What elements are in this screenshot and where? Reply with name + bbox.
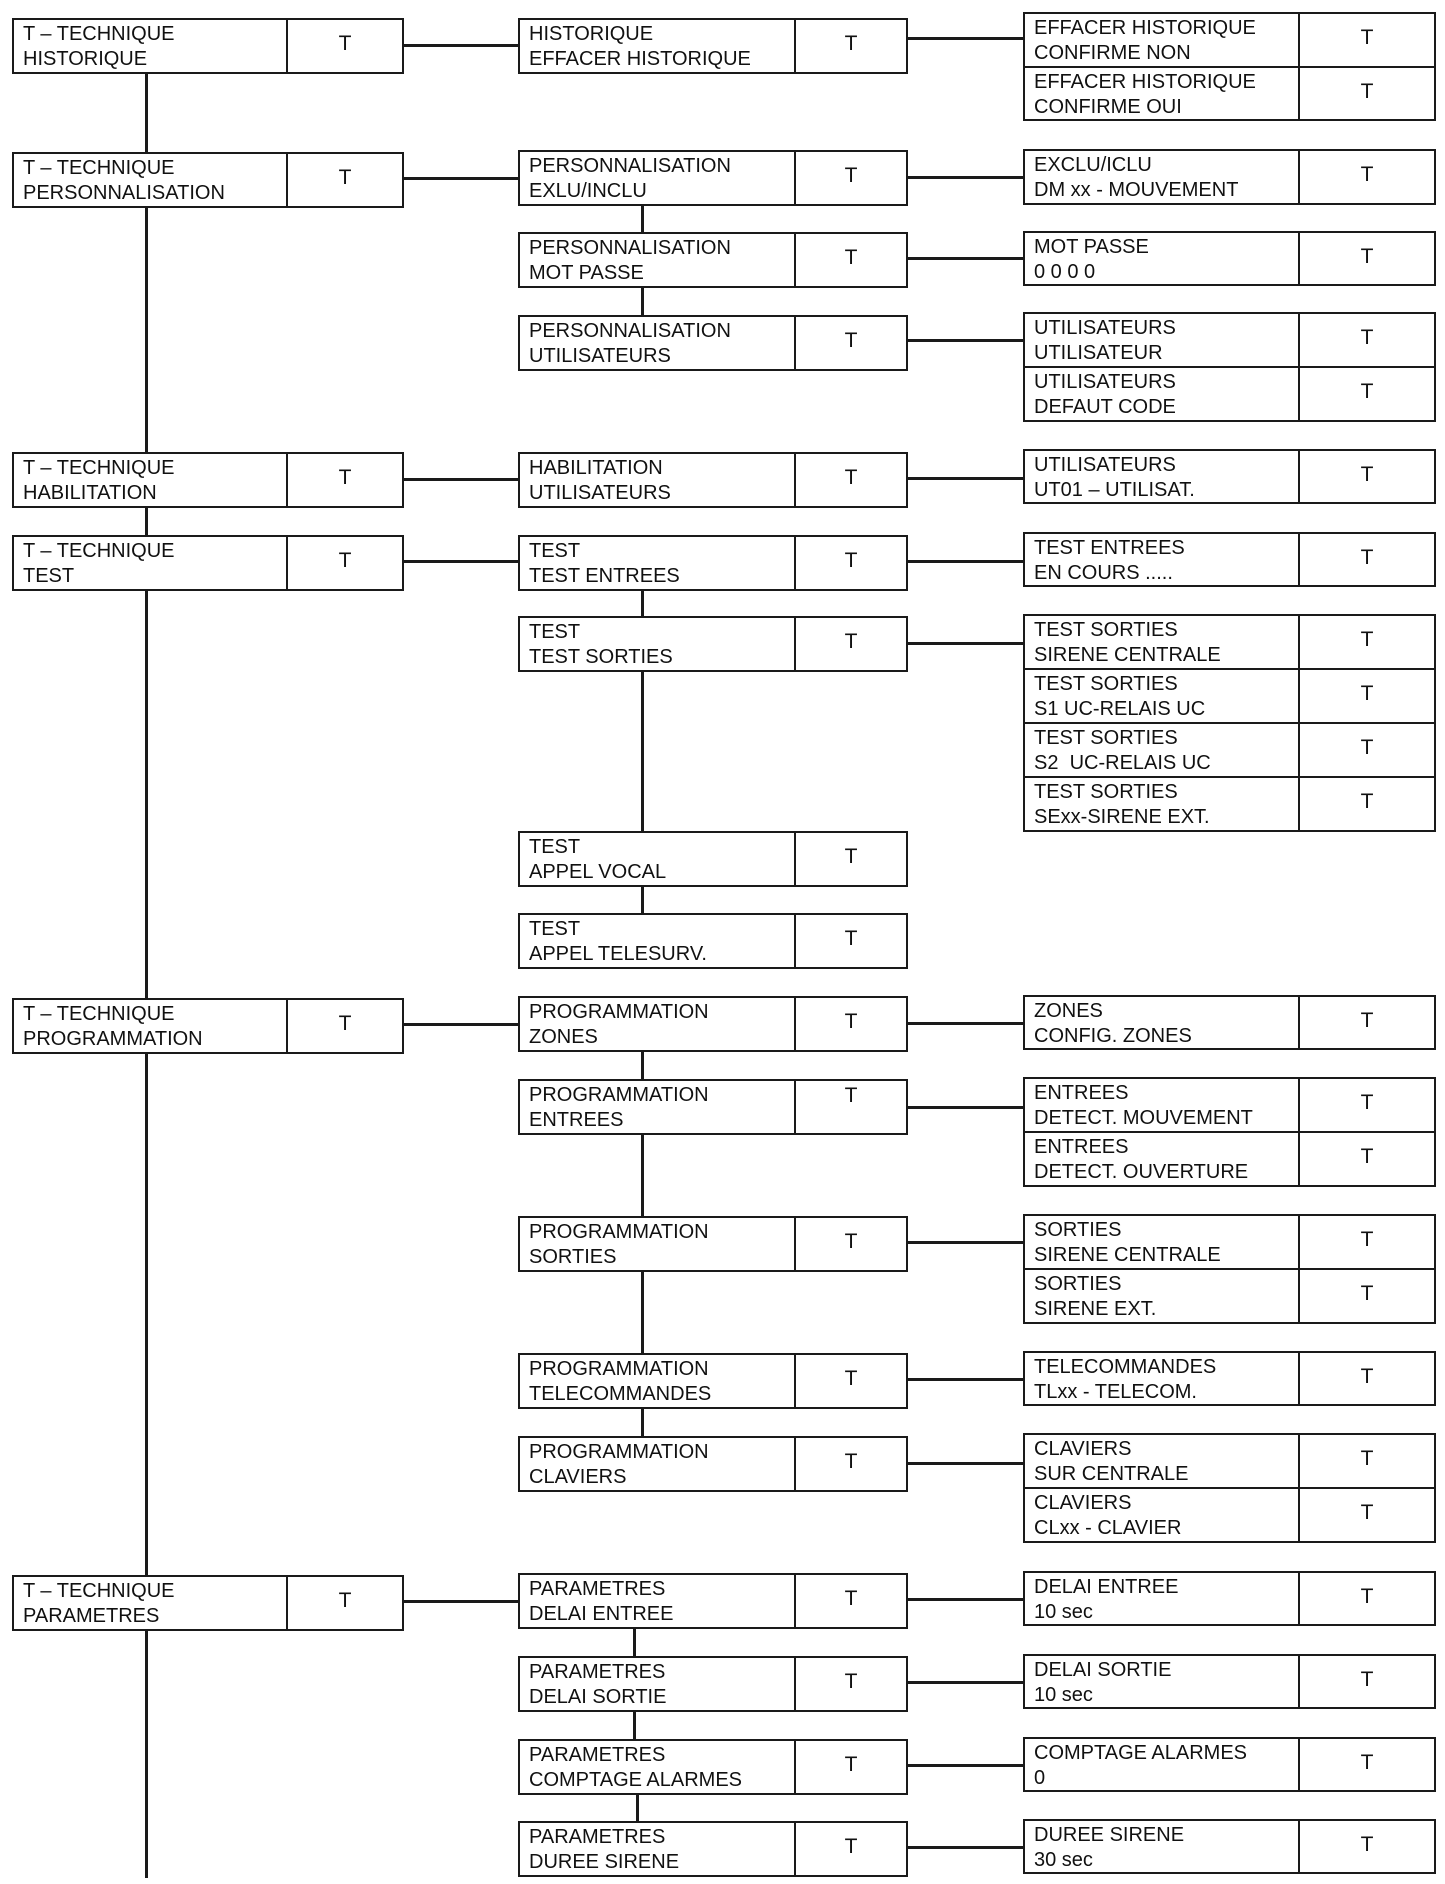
connector-horizontal [908, 1764, 1023, 1767]
connector-horizontal [908, 1106, 1023, 1109]
menu-node-n11 [1023, 312, 1436, 367]
connector-vertical [641, 206, 644, 232]
menu-node-label [1025, 151, 1300, 203]
menu-node-n9 [1023, 231, 1436, 286]
connector-horizontal [908, 642, 1023, 645]
connector-horizontal [908, 477, 1023, 480]
menu-node-n12 [1023, 367, 1436, 422]
menu-node-label [1025, 670, 1300, 722]
menu-node-key: T [1360, 1228, 1374, 1251]
menu-node-n40 [12, 1575, 404, 1631]
menu-node-key: T [1360, 628, 1374, 651]
menu-node-n28 [1023, 995, 1436, 1050]
menu-node-label [520, 1575, 796, 1627]
menu-node-label [1025, 534, 1300, 585]
menu-node-n10 [518, 315, 908, 371]
menu-node-label [520, 1658, 796, 1710]
menu-node-line1: EXCLU/ICLU [1034, 154, 1152, 176]
menu-node-line1: TEST SORTIES [1034, 619, 1178, 641]
menu-node-line2: ZONES [529, 1026, 598, 1048]
menu-node-n34 [1023, 1269, 1436, 1324]
menu-node-label [520, 833, 796, 885]
connector-horizontal [908, 339, 1023, 342]
connector-vertical [145, 74, 148, 152]
menu-node-line1: DUREE SIRENE [1034, 1824, 1185, 1846]
connector-horizontal [908, 1241, 1023, 1244]
menu-node-n36 [1023, 1351, 1436, 1406]
menu-node-key: T [844, 164, 858, 187]
menu-node-line1: PERSONNALISATION [529, 237, 731, 259]
menu-node-key: T [844, 1230, 858, 1253]
menu-node-n23 [1023, 777, 1436, 832]
menu-node-n17 [518, 535, 908, 591]
menu-node-label [520, 1741, 796, 1793]
menu-node-key: T [1360, 1364, 1374, 1388]
menu-node-line1: T – TECHNIQUE [23, 157, 175, 179]
connector-vertical [641, 672, 644, 831]
menu-node-line1: TEST [529, 836, 581, 858]
menu-node-label [1025, 1353, 1300, 1404]
menu-node-line1: DELAI ENTREE [1034, 1576, 1179, 1598]
menu-node-line1: TEST SORTIES [1034, 781, 1178, 803]
menu-node-line2: DEFAUT CODE [1034, 396, 1176, 418]
menu-node-line1: ENTREES [1034, 1082, 1129, 1104]
connector-horizontal [404, 1600, 518, 1603]
menu-node-line1: ZONES [1034, 1000, 1103, 1022]
menu-node-n8 [518, 232, 908, 288]
menu-node-line2: APPEL TELESURV. [529, 943, 707, 965]
menu-node-line1: PARAMETRES [529, 1578, 666, 1600]
menu-node-line1: COMPTAGE ALARMES [1034, 1742, 1248, 1764]
menu-node-label [520, 1218, 796, 1270]
menu-node-n45 [518, 1739, 908, 1795]
menu-node-label [1025, 1656, 1300, 1707]
menu-node-line1: CLAVIERS [1034, 1438, 1132, 1460]
menu-node-line2: SORTIES [529, 1246, 617, 1268]
menu-node-label [1025, 233, 1300, 284]
connector-vertical [633, 1712, 636, 1739]
connector-horizontal [404, 177, 518, 180]
menu-node-line1: PROGRAMMATION [529, 1441, 709, 1463]
menu-node-n43 [518, 1656, 908, 1712]
menu-node-line2: 0 0 0 0 [1034, 261, 1096, 283]
menu-node-key: T [1360, 163, 1374, 186]
connector-horizontal [908, 1378, 1023, 1381]
menu-node-key: T [338, 1012, 352, 1035]
menu-node-n6 [518, 150, 908, 206]
menu-node-line2: CONFIRME OUI [1034, 96, 1182, 118]
menu-node-line1: UTILISATEURS [1034, 371, 1176, 393]
menu-node-line2: CLxx - CLAVIER [1034, 1517, 1182, 1539]
menu-node-key: T [338, 466, 352, 489]
menu-node-label [520, 618, 796, 670]
connector-horizontal [404, 560, 518, 563]
menu-node-line2: SIRENE CENTRALE [1034, 644, 1221, 666]
menu-node-label [14, 537, 288, 589]
menu-node-key: T [1360, 1750, 1374, 1774]
menu-node-key: T [338, 549, 352, 572]
menu-node-line2: CONFIRME NON [1034, 42, 1191, 64]
menu-node-key: T [1360, 1145, 1374, 1168]
connector-horizontal [908, 1022, 1023, 1025]
connector-horizontal [908, 37, 1023, 40]
menu-node-line1: EFFACER HISTORIQUE [1034, 17, 1256, 39]
menu-node-n29 [518, 1079, 908, 1135]
menu-node-label [520, 454, 796, 506]
menu-node-line1: PARAMETRES [529, 1826, 666, 1848]
menu-node-line2: CLAVIERS [529, 1466, 627, 1488]
menu-node-line2: 10 sec [1034, 1601, 1093, 1623]
menu-node-n18 [1023, 532, 1436, 587]
connector-vertical [641, 1409, 644, 1436]
menu-node-line1: UTILISATEURS [1034, 317, 1176, 339]
menu-node-line2: SIRENE EXT. [1034, 1298, 1157, 1320]
menu-node-line1: PARAMETRES [529, 1744, 666, 1766]
menu-node-line1: MOT PASSE [1034, 236, 1149, 258]
menu-node-key: T [1360, 1091, 1374, 1114]
menu-node-line1: TEST SORTIES [1034, 673, 1178, 695]
menu-node-label [1025, 1079, 1300, 1131]
menu-node-key: T [844, 1367, 858, 1390]
menu-node-label [520, 998, 796, 1050]
menu-node-key: T [844, 32, 858, 55]
menu-node-line2: UTILISATEURS [529, 345, 671, 367]
menu-node-n32 [518, 1216, 908, 1272]
menu-node-key: T [1360, 1501, 1374, 1524]
menu-node-key: T [844, 466, 858, 489]
menu-node-label [520, 1081, 796, 1133]
menu-node-line1: TELECOMMANDES [1034, 1356, 1217, 1378]
menu-node-line1: PROGRAMMATION [529, 1221, 709, 1243]
menu-node-line1: SORTIES [1034, 1273, 1122, 1295]
menu-node-line2: TEST SORTIES [529, 646, 673, 668]
menu-node-key: T [1360, 682, 1374, 705]
menu-node-line2: COMPTAGE ALARMES [529, 1769, 743, 1791]
menu-node-line1: CLAVIERS [1034, 1492, 1132, 1514]
menu-node-line2: DETECT. OUVERTURE [1034, 1161, 1249, 1183]
connector-vertical [641, 1052, 644, 1079]
menu-node-line1: DELAI SORTIE [1034, 1659, 1172, 1681]
menu-node-key: T [1360, 1447, 1374, 1470]
connector-vertical [641, 288, 644, 315]
menu-node-line1: PROGRAMMATION [529, 1358, 709, 1380]
menu-node-n27 [518, 996, 908, 1052]
menu-node-n31 [1023, 1132, 1436, 1187]
menu-node-n47 [518, 1821, 908, 1877]
menu-node-line2: SIRENE CENTRALE [1034, 1244, 1221, 1266]
menu-node-line2: SExx-SIRENE EXT. [1034, 806, 1210, 828]
menu-node-key: T [844, 246, 858, 269]
menu-node-line1: TEST [529, 918, 581, 940]
connector-vertical [636, 1795, 639, 1821]
menu-node-line1: PARAMETRES [529, 1661, 666, 1683]
menu-node-label [520, 234, 796, 286]
menu-node-line1: PROGRAMMATION [529, 1001, 709, 1023]
menu-node-line2: EFFACER HISTORIQUE [529, 48, 751, 70]
menu-node-n2 [518, 18, 908, 74]
menu-node-label [14, 454, 288, 506]
connector-vertical [641, 591, 644, 616]
menu-node-key: T [1360, 79, 1374, 103]
menu-node-label [1025, 1270, 1300, 1322]
menu-node-key: T [1360, 462, 1374, 486]
menu-node-label [1025, 997, 1300, 1048]
menu-node-line2: UTILISATEURS [529, 482, 671, 504]
menu-node-n30 [1023, 1077, 1436, 1132]
menu-node-n20 [1023, 614, 1436, 669]
menu-node-n44 [1023, 1654, 1436, 1709]
menu-node-key: T [1360, 790, 1374, 813]
connector-vertical [641, 1135, 644, 1216]
menu-node-key: T [844, 1084, 858, 1107]
menu-node-n39 [1023, 1488, 1436, 1543]
menu-node-label [1025, 778, 1300, 830]
menu-node-n22 [1023, 723, 1436, 777]
menu-node-line2: DELAI ENTREE [529, 1603, 674, 1625]
menu-node-n42 [1023, 1571, 1436, 1626]
menu-node-line1: TEST [529, 621, 581, 643]
menu-node-key: T [844, 845, 858, 868]
menu-node-n1 [12, 18, 404, 74]
menu-node-n16 [12, 535, 404, 591]
menu-node-line2: DELAI SORTIE [529, 1686, 667, 1708]
menu-node-key: T [1360, 1282, 1374, 1305]
menu-node-line2: TELECOMMANDES [529, 1383, 712, 1405]
menu-node-label [1025, 1739, 1300, 1790]
menu-node-key: T [1360, 326, 1374, 349]
menu-node-label [1025, 616, 1300, 668]
menu-node-label [14, 20, 288, 72]
menu-node-n33 [1023, 1214, 1436, 1269]
menu-node-key: T [1360, 380, 1374, 403]
menu-node-line2: 0 [1034, 1767, 1046, 1789]
menu-node-n25 [518, 913, 908, 969]
menu-node-line2: APPEL VOCAL [529, 861, 667, 883]
menu-node-label [1025, 1573, 1300, 1624]
menu-node-line2: TEST ENTREES [529, 565, 680, 587]
menu-node-key: T [1360, 26, 1374, 49]
menu-node-n37 [518, 1436, 908, 1492]
menu-node-key: T [844, 630, 858, 653]
menu-node-line1: TEST ENTREES [1034, 537, 1185, 559]
connector-vertical [145, 208, 148, 452]
menu-node-key: T [1360, 1832, 1374, 1856]
menu-node-n48 [1023, 1819, 1436, 1874]
connector-vertical [145, 508, 148, 535]
menu-node-line1: SORTIES [1034, 1219, 1122, 1241]
menu-node-key: T [338, 1589, 352, 1612]
menu-node-line2: ENTREES [529, 1109, 624, 1131]
menu-node-label [520, 1355, 796, 1407]
connector-horizontal [404, 44, 518, 47]
menu-node-n24 [518, 831, 908, 887]
menu-node-line2: PERSONNALISATION [23, 182, 225, 204]
menu-node-label [1025, 724, 1300, 776]
menu-node-line2: MOT PASSE [529, 262, 644, 284]
menu-node-line1: HISTORIQUE [529, 23, 654, 45]
connector-horizontal [404, 1023, 518, 1026]
menu-node-label [1025, 451, 1300, 502]
menu-node-n7 [1023, 149, 1436, 205]
menu-node-line2: CONFIG. ZONES [1034, 1025, 1192, 1047]
menu-node-line2: TEST [23, 565, 75, 587]
menu-node-label [1025, 1435, 1300, 1487]
menu-node-n13 [12, 452, 404, 508]
menu-node-line1: UTILISATEURS [1034, 454, 1176, 476]
menu-node-line2: DM xx - MOUVEMENT [1034, 179, 1239, 201]
menu-node-line2: S2 UC-RELAIS UC [1034, 752, 1211, 774]
menu-node-label [520, 1823, 796, 1875]
menu-node-line2: 10 sec [1034, 1684, 1093, 1706]
connector-horizontal [908, 1681, 1023, 1684]
menu-node-line2: SUR CENTRALE [1034, 1463, 1189, 1485]
menu-node-label [1025, 1489, 1300, 1541]
connector-vertical [633, 1629, 636, 1656]
menu-node-line2: EN COURS ..... [1034, 562, 1173, 584]
menu-node-label [1025, 1133, 1300, 1185]
menu-node-key: T [844, 1010, 858, 1033]
menu-node-line2: 30 sec [1034, 1849, 1093, 1871]
menu-node-line2: DUREE SIRENE [529, 1851, 680, 1873]
menu-node-n41 [518, 1573, 908, 1629]
menu-node-key: T [338, 32, 352, 55]
menu-node-n15 [1023, 449, 1436, 504]
menu-node-line2: HABILITATION [23, 482, 157, 504]
menu-node-key: T [338, 166, 352, 189]
connector-horizontal [908, 560, 1023, 563]
menu-node-label [1025, 14, 1300, 66]
menu-node-n38 [1023, 1433, 1436, 1488]
connector-horizontal [908, 257, 1023, 260]
menu-node-line2: EXLU/INCLU [529, 180, 647, 202]
menu-node-key: T [844, 1670, 858, 1693]
menu-node-line1: T – TECHNIQUE [23, 457, 175, 479]
menu-node-key: T [844, 549, 858, 572]
menu-node-n3 [1023, 12, 1436, 67]
menu-node-label [1025, 68, 1300, 119]
menu-node-line1: HABILITATION [529, 457, 663, 479]
menu-node-line1: PERSONNALISATION [529, 320, 731, 342]
menu-node-label [520, 152, 796, 204]
menu-node-label [520, 20, 796, 72]
menu-node-key: T [1360, 1584, 1374, 1608]
menu-node-line2: UTILISATEUR [1034, 342, 1163, 364]
connector-horizontal [908, 1462, 1023, 1465]
menu-node-line2: S1 UC-RELAIS UC [1034, 698, 1206, 720]
menu-node-line2: TLxx - TELECOM. [1034, 1381, 1197, 1403]
menu-node-line2: HISTORIQUE [23, 48, 148, 70]
menu-node-label [1025, 314, 1300, 366]
menu-node-line1: EFFACER HISTORIQUE [1034, 71, 1256, 93]
menu-node-n26 [12, 998, 404, 1054]
menu-node-line1: TEST SORTIES [1034, 727, 1178, 749]
connector-horizontal [908, 1846, 1023, 1849]
menu-node-line1: PROGRAMMATION [529, 1084, 709, 1106]
menu-node-n14 [518, 452, 908, 508]
connector-horizontal [404, 478, 518, 481]
menu-node-line1: T – TECHNIQUE [23, 1580, 175, 1602]
menu-node-label [14, 1000, 288, 1052]
connector-vertical [145, 591, 148, 998]
menu-node-line2: PARAMETRES [23, 1605, 160, 1627]
menu-node-line2: PROGRAMMATION [23, 1028, 203, 1050]
menu-node-label [520, 317, 796, 369]
menu-node-n46 [1023, 1737, 1436, 1792]
menu-node-n21 [1023, 669, 1436, 723]
menu-node-label [14, 154, 288, 206]
menu-node-n5 [12, 152, 404, 208]
menu-node-key: T [844, 1835, 858, 1858]
menu-node-n19 [518, 616, 908, 672]
menu-node-line1: TEST [529, 540, 581, 562]
menu-node-label [14, 1577, 288, 1629]
menu-node-label [1025, 368, 1300, 420]
menu-node-n4 [1023, 67, 1436, 121]
menu-node-line2: UT01 – UTILISAT. [1034, 479, 1195, 501]
connector-horizontal [908, 176, 1023, 179]
menu-node-label [1025, 1216, 1300, 1268]
menu-node-line1: PERSONNALISATION [529, 155, 731, 177]
connector-vertical [641, 887, 644, 913]
menu-node-key: T [1360, 1008, 1374, 1032]
menu-node-label [520, 1438, 796, 1490]
menu-node-label [520, 537, 796, 589]
menu-node-key: T [1360, 244, 1374, 268]
menu-node-line2: DETECT. MOUVEMENT [1034, 1107, 1253, 1129]
menu-node-key: T [1360, 545, 1374, 569]
menu-node-key: T [1360, 736, 1374, 759]
menu-node-key: T [844, 927, 858, 950]
connector-horizontal [908, 1598, 1023, 1601]
menu-node-label [520, 915, 796, 967]
menu-node-key: T [844, 1753, 858, 1776]
menu-node-line1: ENTREES [1034, 1136, 1129, 1158]
menu-node-key: T [844, 1450, 858, 1473]
menu-node-key: T [844, 1587, 858, 1610]
menu-node-key: T [1360, 1667, 1374, 1691]
menu-node-line1: T – TECHNIQUE [23, 23, 175, 45]
connector-vertical [145, 1054, 148, 1575]
menu-node-line1: T – TECHNIQUE [23, 1003, 175, 1025]
menu-node-label [1025, 1821, 1300, 1872]
menu-node-n35 [518, 1353, 908, 1409]
connector-vertical [145, 1631, 148, 1878]
menu-node-key: T [844, 329, 858, 352]
menu-node-line1: T – TECHNIQUE [23, 540, 175, 562]
connector-vertical [641, 1272, 644, 1353]
